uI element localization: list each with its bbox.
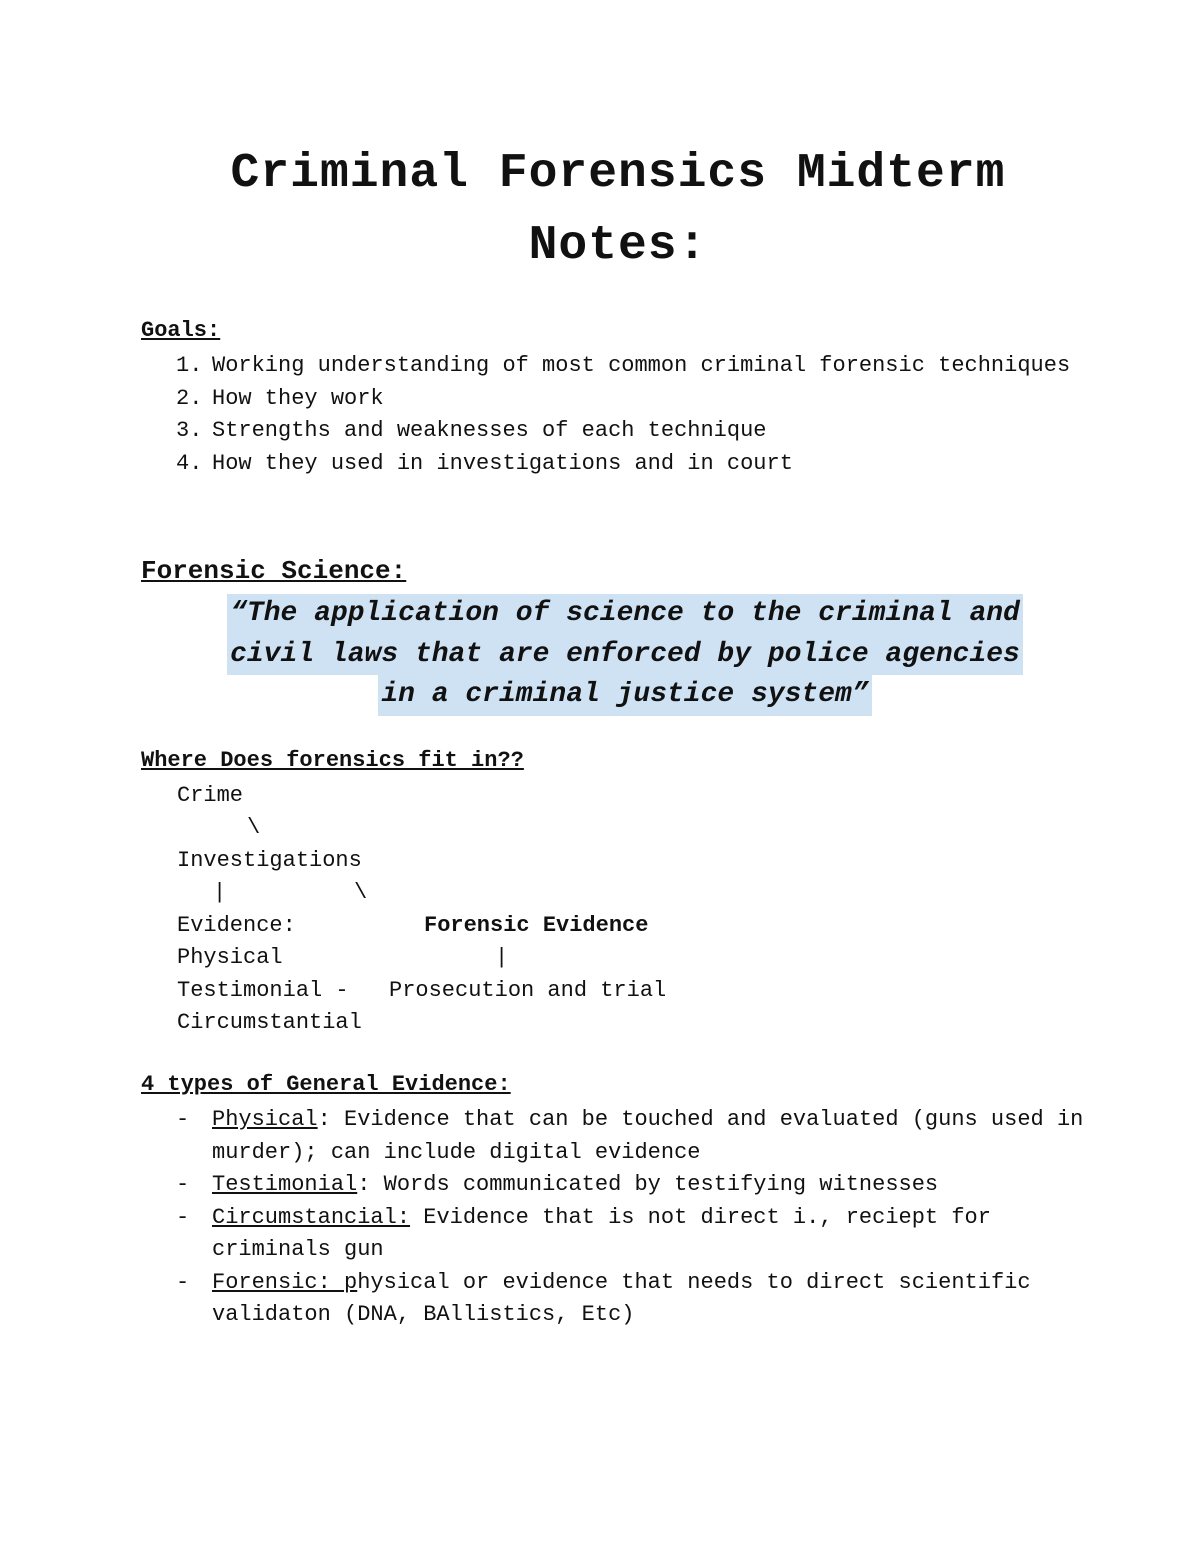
quote-line-3: in a criminal justice system”	[378, 675, 871, 716]
evidence-term: Circumstancial:	[212, 1204, 411, 1230]
list-item	[141, 1169, 1092, 1202]
evidence-description: Evidence that can be touched and evaluated (guns used in murder); can include digital evidence	[212, 1107, 1084, 1165]
list-marker: 3.	[176, 418, 203, 443]
list-item	[141, 350, 1092, 383]
flow-connector-slash: \	[247, 815, 261, 840]
forensic-science-heading: Forensic Science:	[141, 556, 407, 586]
evidence-term: Testimonial	[212, 1172, 358, 1197]
flow-connector-pipe: |	[213, 880, 227, 905]
document-title	[0, 138, 1200, 282]
list-marker: -	[176, 1204, 190, 1230]
flow-crime: Crime	[177, 783, 244, 808]
evidence-description: Evidence that is not direct i., reciept for criminals gun	[212, 1204, 991, 1262]
definition-quote	[200, 594, 1050, 716]
list-item	[141, 1267, 1092, 1332]
title-line-1: Criminal Forensics Midterm	[230, 147, 1006, 201]
quote-line-2: civil laws that are enforced by police agencies	[227, 635, 1023, 676]
quote-line-1: “The application of science to the criminal and	[227, 594, 1023, 635]
list-item	[141, 415, 1092, 448]
list-item	[141, 383, 1092, 416]
list-item	[141, 1104, 1092, 1169]
list-marker: 2.	[176, 385, 203, 411]
flow-connector-pipe: |	[495, 945, 509, 970]
list-marker: 1.	[176, 353, 203, 378]
flow-evidence: Evidence:	[177, 913, 296, 938]
where-fits-heading: Where Does forensics fit in??	[141, 748, 524, 773]
evidence-description: hysical or evidence that needs to direct scientific validaton (DNA, BAllistics, Etc)	[212, 1269, 1031, 1327]
flow-forensic-evidence: Forensic Evidence	[424, 913, 649, 938]
goal-text: How they used in investigations and in court	[212, 450, 793, 476]
list-marker: 4.	[176, 450, 203, 476]
evidence-types-list	[141, 1104, 1092, 1332]
term-separator: :	[357, 1172, 371, 1197]
flow-physical: Physical	[177, 945, 283, 970]
flow-connector-slash: \	[354, 880, 368, 905]
goal-text: How they work	[212, 385, 384, 411]
list-marker: -	[176, 1107, 190, 1132]
list-item	[141, 1202, 1092, 1267]
flow-circumstantial: Circumstantial	[177, 1010, 362, 1035]
general-evidence-heading: 4 types of General Evidence:	[141, 1072, 511, 1097]
flow-investigations: Investigations	[177, 848, 362, 873]
flow-prosecution: Prosecution and trial	[389, 978, 667, 1003]
evidence-term: Forensic: p	[212, 1269, 358, 1295]
goal-text: Working understanding of most common criminal forensic techniques	[212, 353, 1071, 378]
list-item	[141, 448, 1092, 481]
flow-testimonial: Testimonial -	[177, 978, 349, 1003]
list-marker: -	[176, 1269, 190, 1295]
term-separator: :	[317, 1107, 331, 1132]
goal-text: Strengths and weaknesses of each technique	[212, 418, 767, 443]
goals-list	[141, 350, 1092, 480]
title-line-2: Notes:	[528, 219, 708, 273]
evidence-term: Physical	[212, 1107, 318, 1132]
evidence-description: Words communicated by testifying witnesses	[370, 1172, 939, 1197]
goals-heading: Goals:	[141, 318, 221, 343]
list-marker: -	[176, 1172, 190, 1197]
